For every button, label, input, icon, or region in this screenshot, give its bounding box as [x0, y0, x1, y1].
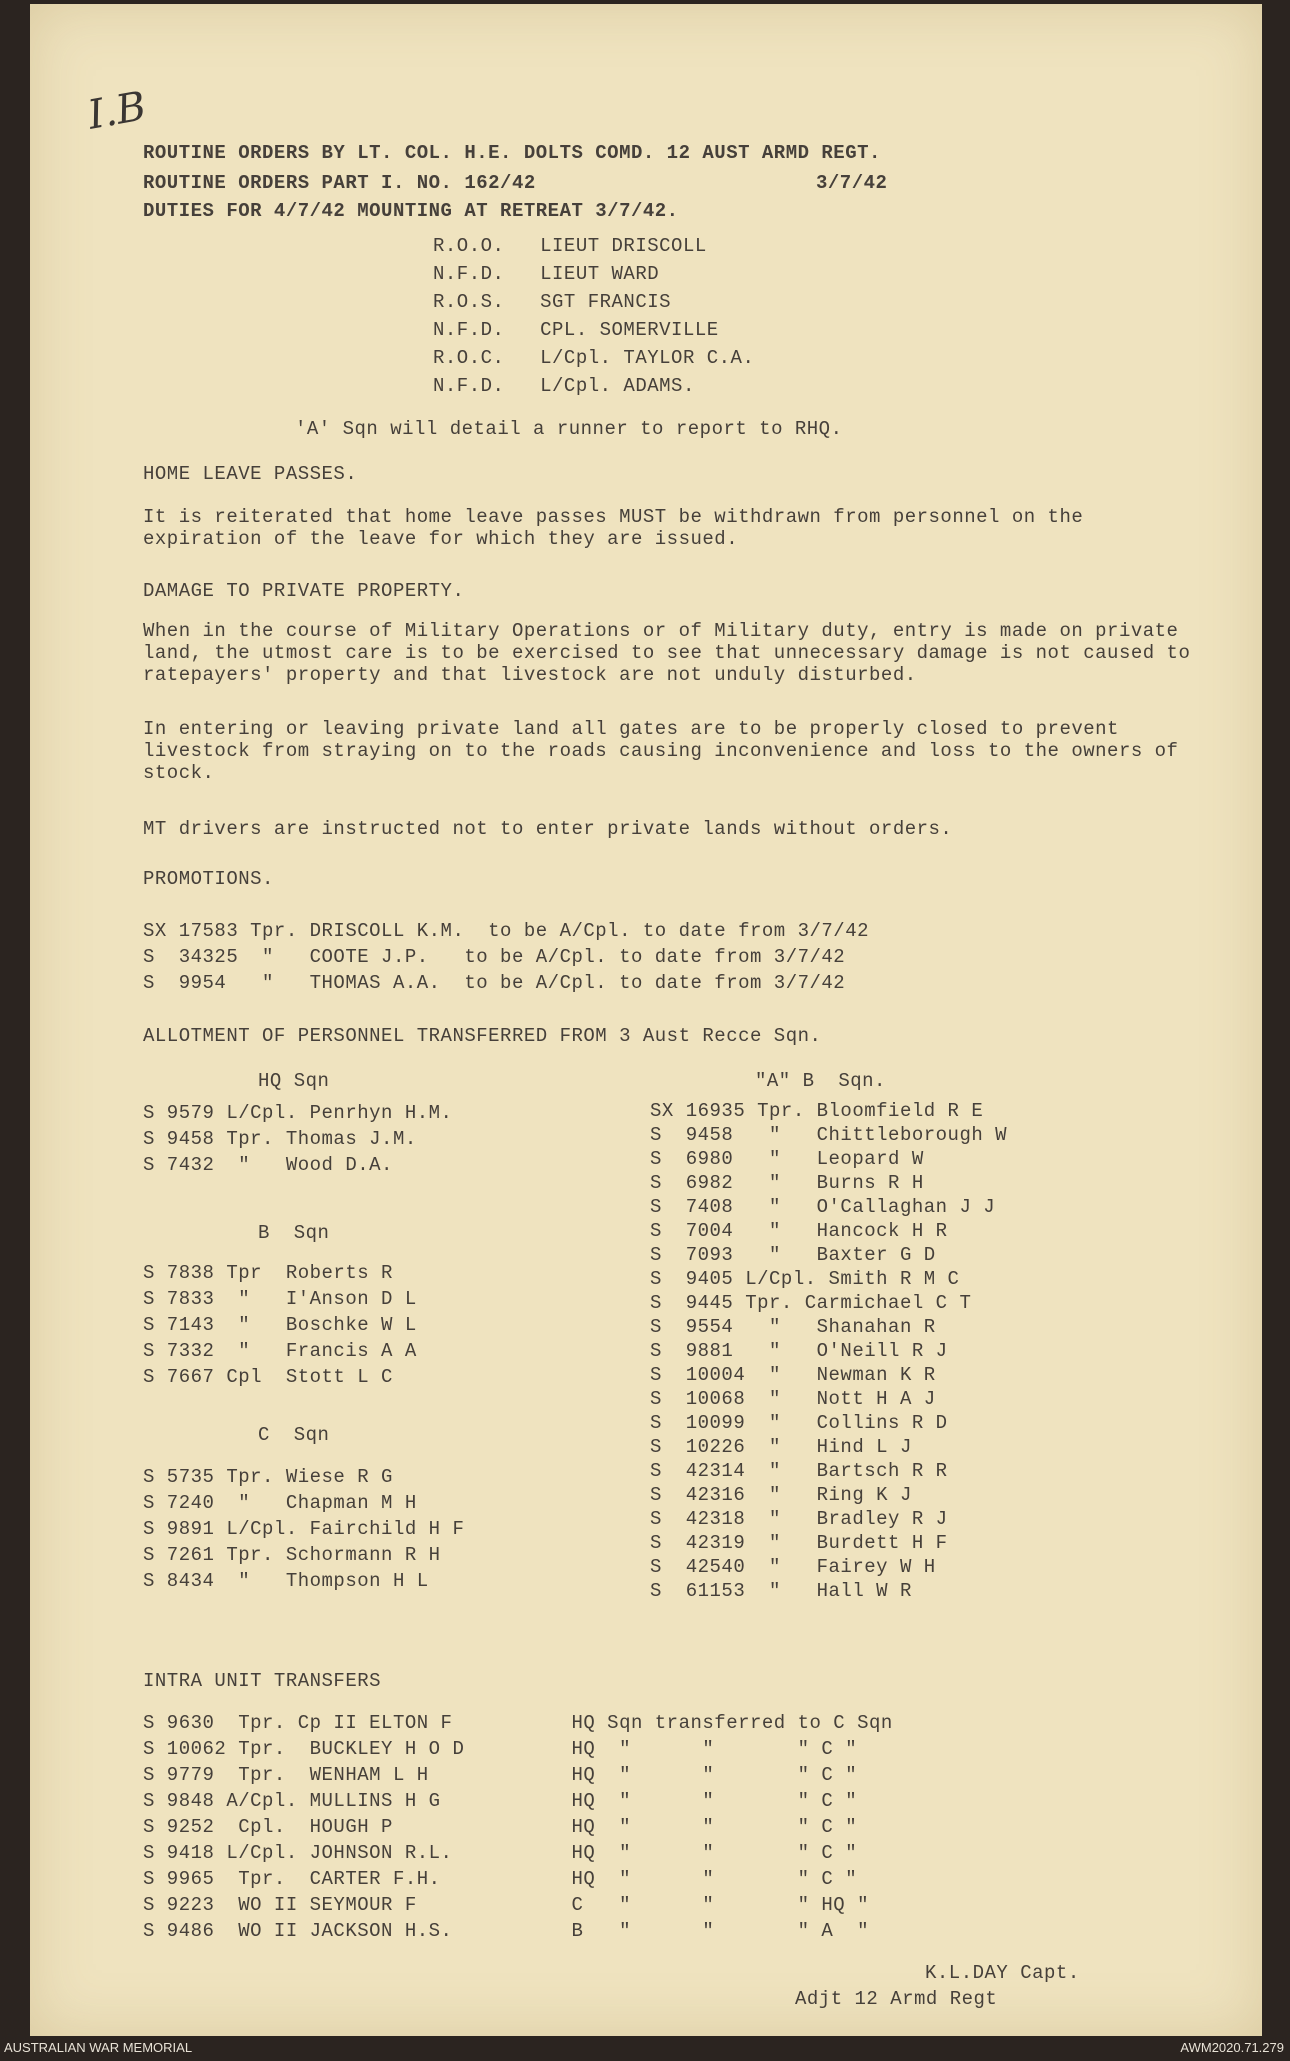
list-item: S 42318 " Bradley R J	[650, 1508, 948, 1530]
list-item: S 6982 " Burns R H	[650, 1172, 924, 1194]
handwritten-mark: I.B	[84, 83, 150, 139]
damage-heading: DAMAGE TO PRIVATE PROPERTY.	[143, 580, 465, 602]
list-item: S 9630 Tpr. Cp II ELTON F HQ Sqn transferred to C Sqn	[143, 1712, 893, 1734]
list-item: S 9458 Tpr. Thomas J.M.	[143, 1128, 417, 1150]
list-item: S 9848 A/Cpl. MULLINS H G HQ " " " C "	[143, 1790, 858, 1812]
duty-line: N.F.D. CPL. SOMERVILLE	[433, 319, 719, 341]
damage-paragraph-1: When in the course of Military Operations or of Military duty, entry is made on private land, the utmost care is to be exercised to see that unnecessary damage is not caused to ratepayers' property and that livestock are not unduly disturbed.	[143, 620, 1191, 686]
a-sqn-heading: "A" B Sqn.	[755, 1070, 886, 1092]
home-leave-text: It is reiterated that home leave passes MUST be withdrawn from personnel on the expiration of the leave for which they are issued.	[143, 506, 1084, 550]
list-item: S 9965 Tpr. CARTER F.H. HQ " " " C "	[143, 1868, 858, 1890]
list-item: S 42316 " Ring K J	[650, 1484, 912, 1506]
duty-line: N.F.D. LIEUT WARD	[433, 263, 660, 285]
signature-title: Adjt 12 Armd Regt	[795, 1988, 998, 2010]
list-item: S 9579 L/Cpl. Penrhyn H.M.	[143, 1102, 453, 1124]
list-item: S 7143 " Boschke W L	[143, 1314, 417, 1336]
list-item: S 7432 " Wood D.A.	[143, 1154, 393, 1176]
list-item: S 42540 " Fairey W H	[650, 1556, 936, 1578]
header-line-1: ROUTINE ORDERS BY LT. COL. H.E. DOLTS COMD. 12 AUST ARMD REGT.	[143, 142, 881, 164]
list-item: S 7004 " Hancock H R	[650, 1220, 948, 1242]
duty-line: R.O.O. LIEUT DRISCOLL	[433, 235, 707, 257]
b-sqn-heading: B Sqn	[258, 1222, 330, 1244]
list-item: S 10004 " Newman K R	[650, 1364, 936, 1386]
list-item: S 7833 " I'Anson D L	[143, 1288, 417, 1310]
list-item: S 8434 " Thompson H L	[143, 1570, 429, 1592]
promotions-heading: PROMOTIONS.	[143, 868, 274, 890]
damage-paragraph-2: In entering or leaving private land all gates are to be properly closed to prevent livestock from straying on to the roads causing inconvenience and loss to the owners of stock.	[143, 718, 1179, 784]
list-item: S 9891 L/Cpl. Fairchild H F	[143, 1518, 465, 1540]
runner-note: 'A' Sqn will detail a runner to report to RHQ.	[295, 418, 843, 440]
header-line-3: DUTIES FOR 4/7/42 MOUNTING AT RETREAT 3/7/42.	[143, 200, 679, 222]
list-item: S 10068 " Nott H A J	[650, 1388, 936, 1410]
list-item: S 61153 " Hall W R	[650, 1580, 912, 1602]
list-item: S 9486 WO II JACKSON H.S. B " " " A "	[143, 1920, 870, 1942]
list-item: S 7240 " Chapman M H	[143, 1492, 417, 1514]
promotion-row: S 9954 " THOMAS A.A. to be A/Cpl. to date from 3/7/42	[143, 972, 846, 994]
list-item: S 7838 Tpr Roberts R	[143, 1262, 393, 1284]
list-item: S 9252 Cpl. HOUGH P HQ " " " C "	[143, 1816, 858, 1838]
duty-line: N.F.D. L/Cpl. ADAMS.	[433, 375, 695, 397]
list-item: S 9458 " Chittleborough W	[650, 1124, 1008, 1146]
list-item: S 10062 Tpr. BUCKLEY H O D HQ " " " C "	[143, 1738, 858, 1760]
home-leave-heading: HOME LEAVE PASSES.	[143, 463, 358, 485]
damage-paragraph-3: MT drivers are instructed not to enter private lands without orders.	[143, 818, 953, 840]
hq-sqn-heading: HQ Sqn	[258, 1070, 330, 1092]
header-line-2: ROUTINE ORDERS PART I. NO. 162/42	[143, 172, 536, 194]
allotment-heading: ALLOTMENT OF PERSONNEL TRANSFERRED FROM 3 Aust Recce Sqn.	[143, 1025, 822, 1047]
list-item: S 9223 WO II SEYMOUR F C " " " HQ "	[143, 1894, 870, 1916]
footer-institution: AUSTRALIAN WAR MEMORIAL	[4, 2040, 193, 2055]
c-sqn-heading: C Sqn	[258, 1424, 330, 1446]
list-item: S 9881 " O'Neill R J	[650, 1340, 948, 1362]
list-item: S 5735 Tpr. Wiese R G	[143, 1466, 393, 1488]
list-item: S 6980 " Leopard W	[650, 1148, 924, 1170]
signature-name: K.L.DAY Capt.	[925, 1962, 1080, 1984]
header-date: 3/7/42	[816, 172, 888, 194]
list-item: S 10226 " Hind L J	[650, 1436, 912, 1458]
promotion-row: S 34325 " COOTE J.P. to be A/Cpl. to date from 3/7/42	[143, 946, 846, 968]
list-item: S 42319 " Burdett H F	[650, 1532, 948, 1554]
duty-line: R.O.C. L/Cpl. TAYLOR C.A.	[433, 347, 755, 369]
list-item: S 7332 " Francis A A	[143, 1340, 417, 1362]
list-item: S 9418 L/Cpl. JOHNSON R.L. HQ " " " C "	[143, 1842, 858, 1864]
list-item: S 7093 " Baxter G D	[650, 1244, 936, 1266]
list-item: S 7667 Cpl Stott L C	[143, 1366, 393, 1388]
list-item: S 42314 " Bartsch R R	[650, 1460, 948, 1482]
footer-reference: AWM2020.71.279	[1180, 2040, 1284, 2055]
list-item: S 7261 Tpr. Schormann R H	[143, 1544, 441, 1566]
duty-line: R.O.S. SGT FRANCIS	[433, 291, 672, 313]
list-item: S 9779 Tpr. WENHAM L H HQ " " " C "	[143, 1764, 858, 1786]
list-item: S 9445 Tpr. Carmichael C T	[650, 1292, 972, 1314]
list-item: S 10099 " Collins R D	[650, 1412, 948, 1434]
intra-transfers-heading: INTRA UNIT TRANSFERS	[143, 1670, 382, 1692]
list-item: S 7408 " O'Callaghan J J	[650, 1196, 996, 1218]
list-item: S 9554 " Shanahan R	[650, 1316, 936, 1338]
list-item: SX 16935 Tpr. Bloomfield R E	[650, 1100, 984, 1122]
promotion-row: SX 17583 Tpr. DRISCOLL K.M. to be A/Cpl. to date from 3/7/42	[143, 920, 870, 942]
list-item: S 9405 L/Cpl. Smith R M C	[650, 1268, 960, 1290]
